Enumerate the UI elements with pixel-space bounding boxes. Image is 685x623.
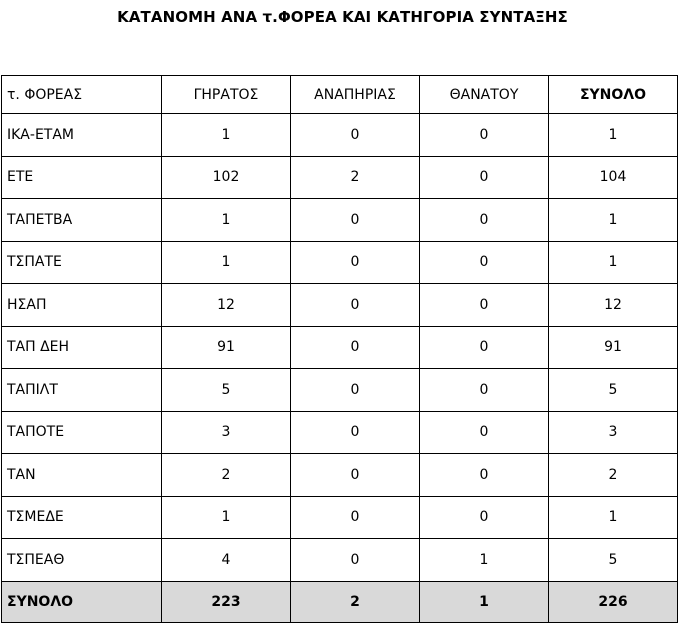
fund-cell: ΗΣΑΠ [2, 284, 162, 327]
old-age-cell: 5 [162, 369, 291, 412]
table-body [2, 76, 678, 623]
table-row [2, 199, 678, 242]
fund-cell: ΤΣΜΕΔΕ [2, 496, 162, 539]
table-row [2, 454, 678, 497]
disability-cell: 0 [291, 114, 420, 157]
total-cell: 12 [549, 284, 678, 327]
table-row [2, 156, 678, 199]
old-age-cell: 1 [162, 496, 291, 539]
death-cell: 0 [420, 326, 549, 369]
total-cell: 5 [549, 369, 678, 412]
table-row [2, 114, 678, 157]
old-age-cell: 12 [162, 284, 291, 327]
disability-cell: 0 [291, 539, 420, 582]
fund-cell: ΕΤΕ [2, 156, 162, 199]
death-cell: 0 [420, 454, 549, 497]
total-cell: 1 [549, 496, 678, 539]
old-age-cell: 3 [162, 411, 291, 454]
table-row [2, 326, 678, 369]
fund-cell: ΤΑΝ [2, 454, 162, 497]
disability-cell: 0 [291, 199, 420, 242]
header-cell-death: ΘΑΝΑΤΟΥ [420, 76, 549, 114]
death-cell: 1 [420, 539, 549, 582]
death-cell: 0 [420, 114, 549, 157]
table-row [2, 369, 678, 412]
fund-cell: ΤΑΠΟΤΕ [2, 411, 162, 454]
pension-distribution-table [1, 75, 678, 623]
fund-cell: ΤΑΠ ΔΕΗ [2, 326, 162, 369]
header-cell-disability: ΑΝΑΠΗΡΙΑΣ [291, 76, 420, 114]
old-age-cell: 2 [162, 454, 291, 497]
disability-cell: 0 [291, 284, 420, 327]
total-total-cell: 226 [549, 581, 678, 622]
table-row [2, 539, 678, 582]
total-fund-cell: ΣΥΝΟΛΟ [2, 581, 162, 622]
old-age-cell: 1 [162, 199, 291, 242]
total-cell: 104 [549, 156, 678, 199]
old-age-cell: 4 [162, 539, 291, 582]
disability-cell: 0 [291, 454, 420, 497]
disability-cell: 0 [291, 369, 420, 412]
death-cell: 0 [420, 369, 549, 412]
total-cell: 2 [549, 454, 678, 497]
death-cell: 0 [420, 284, 549, 327]
death-cell: 0 [420, 241, 549, 284]
table-header-row [2, 76, 678, 114]
table-row [2, 284, 678, 327]
table-row [2, 496, 678, 539]
document-title: ΚΑΤΑΝΟΜΗ ΑΝΑ τ.ΦΟΡΕΑ ΚΑΙ ΚΑΤΗΓΟΡΙΑ ΣΥΝΤΑΞΗΣ [117, 8, 568, 26]
death-cell: 0 [420, 199, 549, 242]
old-age-cell: 91 [162, 326, 291, 369]
total-death-cell: 1 [420, 581, 549, 622]
disability-cell: 0 [291, 411, 420, 454]
old-age-cell: 1 [162, 114, 291, 157]
header-cell-old-age: ΓΗΡΑΤΟΣ [162, 76, 291, 114]
fund-cell: ΤΑΠΕΤΒΑ [2, 199, 162, 242]
fund-cell: ΤΣΠΕΑΘ [2, 539, 162, 582]
death-cell: 0 [420, 156, 549, 199]
fund-cell: ΙΚΑ-ΕΤΑΜ [2, 114, 162, 157]
death-cell: 0 [420, 411, 549, 454]
total-old-age-cell: 223 [162, 581, 291, 622]
disability-cell: 0 [291, 496, 420, 539]
total-cell: 5 [549, 539, 678, 582]
table-row [2, 241, 678, 284]
fund-cell: ΤΑΠΙΛΤ [2, 369, 162, 412]
header-cell-total: ΣΥΝΟΛΟ [549, 76, 678, 114]
table-row [2, 411, 678, 454]
total-cell: 1 [549, 199, 678, 242]
death-cell: 0 [420, 496, 549, 539]
disability-cell: 0 [291, 326, 420, 369]
total-cell: 1 [549, 241, 678, 284]
disability-cell: 0 [291, 241, 420, 284]
fund-cell: ΤΣΠΑΤΕ [2, 241, 162, 284]
total-cell: 1 [549, 114, 678, 157]
table-total-row [2, 581, 678, 622]
total-cell: 91 [549, 326, 678, 369]
total-disability-cell: 2 [291, 581, 420, 622]
old-age-cell: 102 [162, 156, 291, 199]
old-age-cell: 1 [162, 241, 291, 284]
header-cell-fund: τ. ΦΟΡΕΑΣ [2, 76, 162, 114]
disability-cell: 2 [291, 156, 420, 199]
total-cell: 3 [549, 411, 678, 454]
